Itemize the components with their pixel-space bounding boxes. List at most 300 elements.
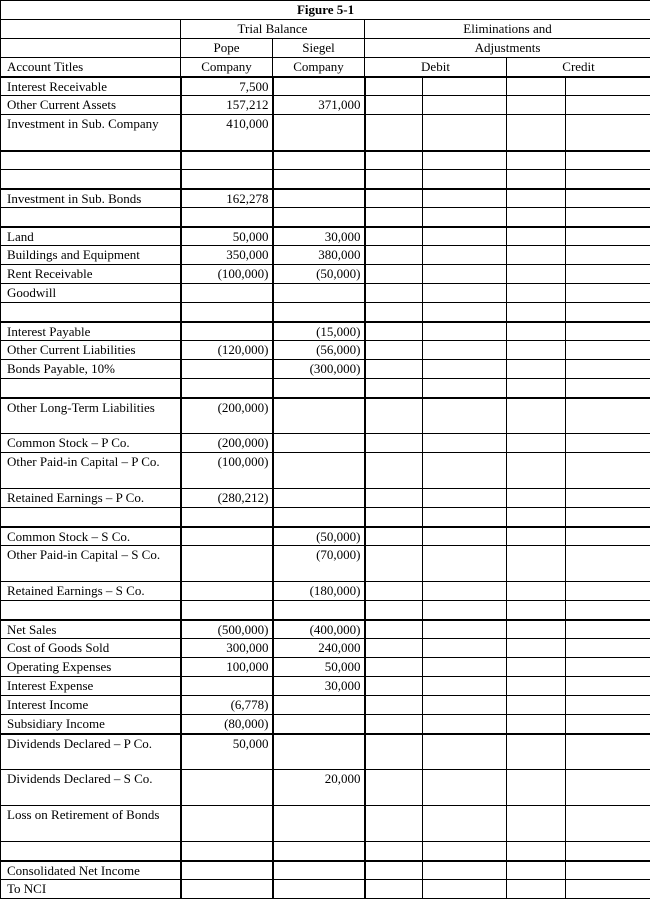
pope-amount [181,151,273,170]
credit-amount [566,398,650,434]
credit-ref [507,770,566,806]
eliminations-header-line1: Eliminations and [365,20,650,39]
table-row [1,379,650,398]
debit-ref [365,434,423,453]
credit-amount [566,453,650,489]
credit-amount [566,696,650,715]
account-title [1,842,181,861]
debit-ref [365,322,423,341]
table-row [1,227,650,246]
debit-ref [365,96,423,115]
debit-amount [423,341,507,360]
account-title: Land [1,227,181,246]
credit-amount [566,77,650,96]
credit-ref [507,527,566,546]
debit-ref [365,620,423,639]
credit-ref [507,508,566,527]
siegel-amount [273,170,365,189]
pope-amount [181,677,273,696]
account-title: Other Current Liabilities [1,341,181,360]
pope-header-line2: Company [181,58,273,77]
debit-amount [423,582,507,601]
account-title: Interest Payable [1,322,181,341]
account-title: Other Long-Term Liabilities [1,398,181,434]
credit-amount [566,715,650,734]
table-row [1,96,650,115]
siegel-amount: 20,000 [273,770,365,806]
debit-ref [365,227,423,246]
siegel-amount: 50,000 [273,658,365,677]
credit-ref [507,96,566,115]
pope-amount: 100,000 [181,658,273,677]
account-title [1,151,181,170]
credit-ref [507,189,566,208]
credit-amount [566,115,650,151]
debit-amount [423,734,507,770]
debit-ref [365,734,423,770]
siegel-amount: (15,000) [273,322,365,341]
credit-ref [507,379,566,398]
siegel-amount [273,434,365,453]
table-row [1,620,650,639]
credit-amount [566,582,650,601]
debit-amount [423,696,507,715]
debit-amount [423,303,507,322]
credit-ref [507,880,566,899]
siegel-amount: 371,000 [273,96,365,115]
credit-header: Credit [507,58,650,77]
debit-amount [423,115,507,151]
debit-amount [423,880,507,899]
credit-ref [507,434,566,453]
pope-amount: 50,000 [181,227,273,246]
siegel-amount: 240,000 [273,639,365,658]
account-title: Goodwill [1,284,181,303]
table-row [1,341,650,360]
account-title: Retained Earnings – P Co. [1,489,181,508]
account-title [1,601,181,620]
credit-ref [507,489,566,508]
credit-ref [507,696,566,715]
table-row [1,208,650,227]
pope-amount: 350,000 [181,246,273,265]
pope-amount [181,582,273,601]
pope-amount [181,861,273,880]
debit-amount [423,677,507,696]
table-row [1,861,650,880]
credit-amount [566,434,650,453]
table-row [1,398,650,434]
credit-ref [507,303,566,322]
debit-amount [423,96,507,115]
account-title: Other Paid-in Capital – S Co. [1,546,181,582]
table-row [1,189,650,208]
pope-amount [181,170,273,189]
siegel-amount: (180,000) [273,582,365,601]
debit-amount [423,861,507,880]
pope-amount: (500,000) [181,620,273,639]
debit-ref [365,582,423,601]
pope-amount [181,284,273,303]
siegel-amount [273,696,365,715]
credit-amount [566,208,650,227]
account-title: Investment in Sub. Bonds [1,189,181,208]
credit-amount [566,284,650,303]
credit-amount [566,770,650,806]
table-row [1,322,650,341]
credit-ref [507,265,566,284]
account-title: To NCI [1,880,181,899]
credit-amount [566,265,650,284]
debit-amount [423,527,507,546]
credit-ref [507,322,566,341]
header-blank [1,20,181,39]
debit-amount [423,434,507,453]
debit-ref [365,546,423,582]
pope-amount: (6,778) [181,696,273,715]
table-row [1,508,650,527]
pope-amount [181,508,273,527]
siegel-amount [273,861,365,880]
debit-amount [423,284,507,303]
pope-amount [181,546,273,582]
credit-ref [507,677,566,696]
credit-ref [507,546,566,582]
credit-amount [566,341,650,360]
credit-amount [566,880,650,899]
table-row [1,658,650,677]
table-row [1,546,650,582]
account-title: Loss on Retirement of Bonds [1,806,181,842]
debit-amount [423,658,507,677]
debit-ref [365,639,423,658]
pope-amount: (200,000) [181,398,273,434]
debit-ref [365,658,423,677]
credit-amount [566,379,650,398]
table-row [1,77,650,96]
credit-amount [566,620,650,639]
credit-amount [566,601,650,620]
pope-amount [181,322,273,341]
siegel-amount [273,715,365,734]
table-row [1,880,650,899]
table-row [1,770,650,806]
pope-amount: (120,000) [181,341,273,360]
credit-ref [507,115,566,151]
credit-amount [566,861,650,880]
credit-ref [507,453,566,489]
pope-amount: 50,000 [181,734,273,770]
pope-amount: (280,212) [181,489,273,508]
pope-amount [181,806,273,842]
account-title: Retained Earnings – S Co. [1,582,181,601]
debit-amount [423,489,507,508]
pope-amount: 157,212 [181,96,273,115]
table-row [1,601,650,620]
credit-amount [566,246,650,265]
table-row [1,639,650,658]
credit-ref [507,734,566,770]
credit-ref [507,639,566,658]
account-title: Bonds Payable, 10% [1,360,181,379]
debit-amount [423,806,507,842]
debit-amount [423,770,507,806]
account-titles-header: Account Titles [1,58,181,77]
table-row [1,151,650,170]
debit-ref [365,677,423,696]
account-title [1,379,181,398]
credit-ref [507,658,566,677]
siegel-amount [273,842,365,861]
debit-ref [365,715,423,734]
account-title: Common Stock – S Co. [1,527,181,546]
credit-ref [507,861,566,880]
debit-amount [423,360,507,379]
table-row [1,715,650,734]
debit-ref [365,861,423,880]
table-row [1,265,650,284]
account-title: Common Stock – P Co. [1,434,181,453]
debit-amount [423,227,507,246]
table-row [1,677,650,696]
credit-amount [566,170,650,189]
debit-ref [365,842,423,861]
siegel-amount [273,453,365,489]
account-title: Operating Expenses [1,658,181,677]
account-title: Consolidated Net Income [1,861,181,880]
table-row [1,115,650,151]
siegel-amount [273,77,365,96]
siegel-amount [273,303,365,322]
pope-amount: (80,000) [181,715,273,734]
table-row [1,303,650,322]
account-title [1,170,181,189]
pope-amount [181,379,273,398]
credit-ref [507,284,566,303]
siegel-amount [273,489,365,508]
account-title [1,508,181,527]
pope-amount: 7,500 [181,77,273,96]
credit-ref [507,170,566,189]
table-row [1,734,650,770]
credit-ref [507,360,566,379]
pope-amount: (100,000) [181,265,273,284]
credit-amount [566,303,650,322]
debit-ref [365,601,423,620]
debit-amount [423,77,507,96]
siegel-amount [273,379,365,398]
siegel-header-line2: Company [273,58,365,77]
header-blank [1,39,181,58]
eliminations-header-line2: Adjustments [365,39,650,58]
debit-amount [423,189,507,208]
pope-amount: 162,278 [181,189,273,208]
credit-amount [566,96,650,115]
credit-amount [566,527,650,546]
debit-ref [365,696,423,715]
debit-amount [423,398,507,434]
account-title: Cost of Goods Sold [1,639,181,658]
siegel-amount [273,601,365,620]
account-title: Investment in Sub. Company [1,115,181,151]
table-row [1,284,650,303]
account-title: Interest Receivable [1,77,181,96]
credit-ref [507,620,566,639]
debit-amount [423,208,507,227]
siegel-amount [273,880,365,899]
siegel-amount [273,806,365,842]
credit-ref [507,151,566,170]
account-title [1,208,181,227]
table-row [1,489,650,508]
debit-amount [423,379,507,398]
credit-ref [507,601,566,620]
credit-amount [566,189,650,208]
table-row [1,170,650,189]
debit-ref [365,453,423,489]
pope-amount: (100,000) [181,453,273,489]
credit-ref [507,715,566,734]
account-title: Interest Income [1,696,181,715]
debit-amount [423,546,507,582]
credit-ref [507,246,566,265]
account-title: Subsidiary Income [1,715,181,734]
siegel-amount [273,151,365,170]
table-row [1,527,650,546]
debit-ref [365,508,423,527]
siegel-amount: (50,000) [273,527,365,546]
siegel-amount: (70,000) [273,546,365,582]
debit-ref [365,189,423,208]
pope-amount [181,208,273,227]
debit-amount [423,265,507,284]
debit-ref [365,246,423,265]
credit-amount [566,806,650,842]
debit-amount [423,639,507,658]
debit-amount [423,715,507,734]
credit-amount [566,639,650,658]
pope-amount [181,601,273,620]
siegel-amount: 30,000 [273,677,365,696]
debit-ref [365,265,423,284]
siegel-amount [273,115,365,151]
pope-amount [181,303,273,322]
debit-ref [365,115,423,151]
credit-amount [566,508,650,527]
pope-amount [181,880,273,899]
siegel-amount [273,208,365,227]
debit-ref [365,527,423,546]
debit-amount [423,170,507,189]
debit-ref [365,360,423,379]
table-row [1,453,650,489]
account-title: Buildings and Equipment [1,246,181,265]
credit-amount [566,360,650,379]
credit-amount [566,489,650,508]
credit-ref [507,806,566,842]
pope-amount [181,842,273,861]
account-title: Dividends Declared – P Co. [1,734,181,770]
debit-ref [365,341,423,360]
debit-ref [365,208,423,227]
debit-amount [423,601,507,620]
table-row [1,246,650,265]
account-title: Interest Expense [1,677,181,696]
debit-amount [423,246,507,265]
figure-title: Figure 5-1 [1,1,650,20]
credit-ref [507,77,566,96]
siegel-amount [273,508,365,527]
pope-header-line1: Pope [181,39,273,58]
debit-ref [365,151,423,170]
siegel-amount [273,189,365,208]
siegel-amount: (50,000) [273,265,365,284]
account-title: Dividends Declared – S Co. [1,770,181,806]
pope-amount: 300,000 [181,639,273,658]
debit-ref [365,489,423,508]
credit-amount [566,546,650,582]
debit-ref [365,303,423,322]
credit-amount [566,842,650,861]
credit-ref [507,842,566,861]
siegel-amount [273,398,365,434]
table-row [1,842,650,861]
credit-amount [566,227,650,246]
debit-ref [365,398,423,434]
table-row [1,696,650,715]
debit-ref [365,880,423,899]
credit-ref [507,398,566,434]
siegel-amount [273,284,365,303]
credit-amount [566,658,650,677]
siegel-header-line1: Siegel [273,39,365,58]
credit-ref [507,227,566,246]
table-row [1,360,650,379]
table-row [1,582,650,601]
debit-amount [423,508,507,527]
account-title: Net Sales [1,620,181,639]
debit-ref [365,284,423,303]
account-title: Rent Receivable [1,265,181,284]
debit-amount [423,151,507,170]
credit-ref [507,582,566,601]
credit-amount [566,734,650,770]
debit-ref [365,77,423,96]
siegel-amount: (400,000) [273,620,365,639]
trial-balance-header: Trial Balance [181,20,365,39]
siegel-amount: 30,000 [273,227,365,246]
table-row [1,806,650,842]
table-row [1,434,650,453]
credit-ref [507,341,566,360]
account-title: Other Current Assets [1,96,181,115]
debit-amount [423,620,507,639]
debit-amount [423,453,507,489]
credit-ref [507,208,566,227]
account-title: Other Paid-in Capital – P Co. [1,453,181,489]
siegel-amount: (56,000) [273,341,365,360]
debit-amount [423,842,507,861]
debit-ref [365,170,423,189]
account-title [1,303,181,322]
debit-ref [365,770,423,806]
pope-amount: 410,000 [181,115,273,151]
pope-amount [181,527,273,546]
pope-amount [181,770,273,806]
siegel-amount: 380,000 [273,246,365,265]
debit-ref [365,806,423,842]
credit-amount [566,677,650,696]
